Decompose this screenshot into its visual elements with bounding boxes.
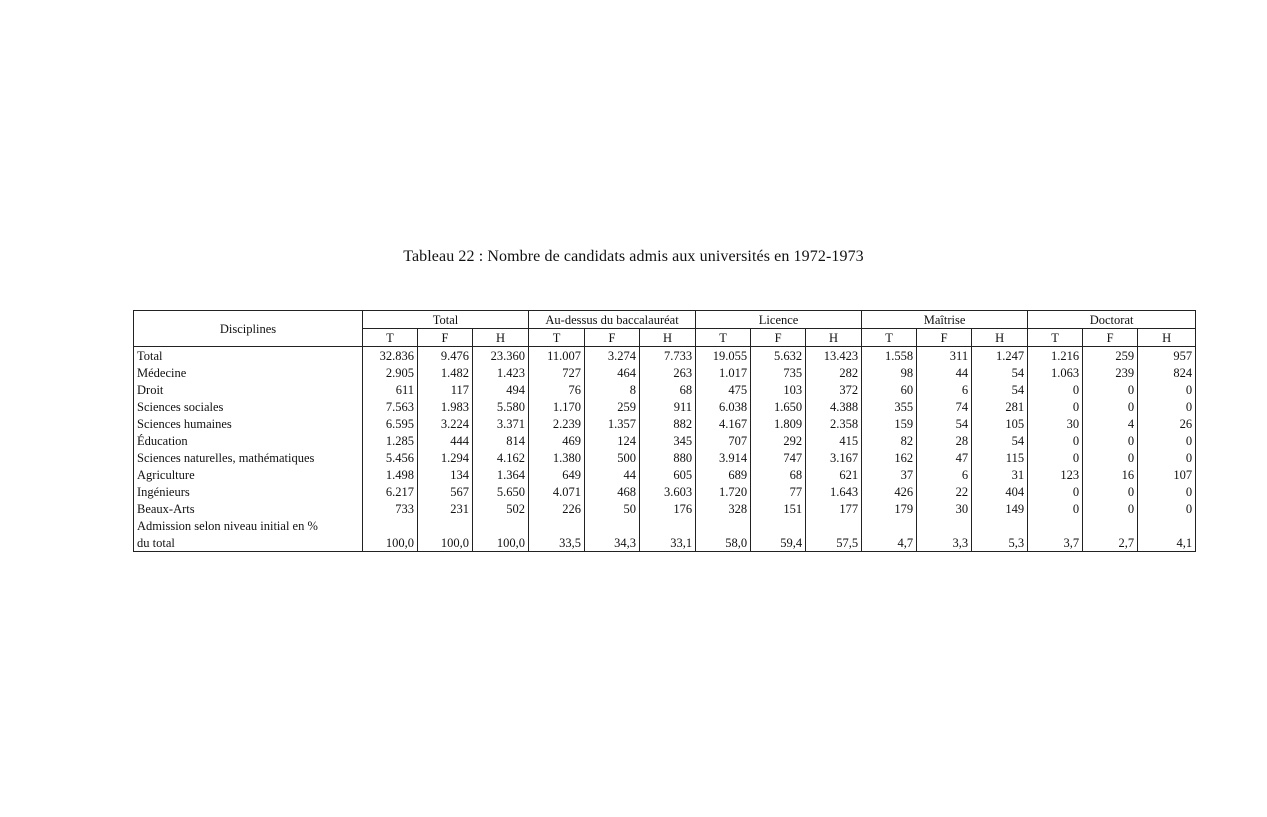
table-cell: 6 bbox=[917, 381, 972, 398]
pct-cell: 3,7 bbox=[1028, 534, 1083, 552]
table-cell: 1.650 bbox=[751, 398, 806, 415]
table-cell: 77 bbox=[751, 483, 806, 500]
table-cell: 151 bbox=[751, 500, 806, 517]
table-cell: 179 bbox=[862, 500, 917, 517]
table-cell: 2.358 bbox=[806, 415, 862, 432]
disciplines-header: Disciplines bbox=[134, 311, 363, 347]
table-cell: 735 bbox=[751, 364, 806, 381]
group-header-row bbox=[134, 311, 1196, 329]
table-cell: 107 bbox=[1138, 466, 1196, 483]
pct-label-line1: Admission selon niveau initial en % bbox=[134, 517, 363, 534]
empty-cell bbox=[806, 517, 862, 534]
table-cell: 3.914 bbox=[696, 449, 751, 466]
table-cell: 345 bbox=[640, 432, 696, 449]
pct-cell: 5,3 bbox=[972, 534, 1028, 552]
table-cell: 1.216 bbox=[1028, 347, 1083, 365]
table-cell: 8 bbox=[585, 381, 640, 398]
table-cell: 226 bbox=[529, 500, 585, 517]
table-row bbox=[134, 381, 1196, 398]
table-cell: 4.071 bbox=[529, 483, 585, 500]
subheader-f: F bbox=[917, 329, 972, 347]
table-cell: 5.650 bbox=[473, 483, 529, 500]
pct-cell: 57,5 bbox=[806, 534, 862, 552]
table-cell: 707 bbox=[696, 432, 751, 449]
subheader-h: H bbox=[806, 329, 862, 347]
table-cell: 44 bbox=[585, 466, 640, 483]
empty-cell bbox=[529, 517, 585, 534]
table-cell: 124 bbox=[585, 432, 640, 449]
table-cell: 1.498 bbox=[363, 466, 418, 483]
pct-cell: 34,3 bbox=[585, 534, 640, 552]
subheader-h: H bbox=[473, 329, 529, 347]
table-cell: 1.364 bbox=[473, 466, 529, 483]
table-cell: 1.357 bbox=[585, 415, 640, 432]
table-cell: 37 bbox=[862, 466, 917, 483]
table-cell: 13.423 bbox=[806, 347, 862, 365]
table-cell: 0 bbox=[1138, 449, 1196, 466]
discipline-name: Droit bbox=[134, 381, 363, 398]
table-cell: 32.836 bbox=[363, 347, 418, 365]
table-cell: 281 bbox=[972, 398, 1028, 415]
table-cell: 3.274 bbox=[585, 347, 640, 365]
table-cell: 3.603 bbox=[640, 483, 696, 500]
subheader-t: T bbox=[696, 329, 751, 347]
empty-cell bbox=[473, 517, 529, 534]
table-cell: 162 bbox=[862, 449, 917, 466]
table-cell: 9.476 bbox=[418, 347, 473, 365]
table-cell: 1.983 bbox=[418, 398, 473, 415]
table-cell: 159 bbox=[862, 415, 917, 432]
table-cell: 1.285 bbox=[363, 432, 418, 449]
table-cell: 4.167 bbox=[696, 415, 751, 432]
group-header-maitrise: Maîtrise bbox=[862, 311, 1028, 329]
pct-cell: 33,5 bbox=[529, 534, 585, 552]
table-cell: 1.380 bbox=[529, 449, 585, 466]
table-cell: 1.809 bbox=[751, 415, 806, 432]
table-cell: 824 bbox=[1138, 364, 1196, 381]
table-cell: 0 bbox=[1028, 483, 1083, 500]
table-cell: 464 bbox=[585, 364, 640, 381]
table-cell: 3.167 bbox=[806, 449, 862, 466]
table-cell: 54 bbox=[972, 432, 1028, 449]
pct-cell: 3,3 bbox=[917, 534, 972, 552]
table-cell: 0 bbox=[1138, 432, 1196, 449]
table-row bbox=[134, 415, 1196, 432]
subheader-h: H bbox=[1138, 329, 1196, 347]
table-cell: 68 bbox=[751, 466, 806, 483]
table-cell: 880 bbox=[640, 449, 696, 466]
table-cell: 7.563 bbox=[363, 398, 418, 415]
pct-cell: 100,0 bbox=[363, 534, 418, 552]
table-cell: 2.239 bbox=[529, 415, 585, 432]
table-cell: 6.217 bbox=[363, 483, 418, 500]
table-cell: 5.632 bbox=[751, 347, 806, 365]
table-cell: 3.224 bbox=[418, 415, 473, 432]
table-cell: 621 bbox=[806, 466, 862, 483]
table-cell: 0 bbox=[1028, 381, 1083, 398]
group-header-above-bac: Au-dessus du baccalauréat bbox=[529, 311, 696, 329]
subheader-f: F bbox=[418, 329, 473, 347]
table-cell: 0 bbox=[1138, 398, 1196, 415]
table-cell: 0 bbox=[1083, 381, 1138, 398]
empty-cell bbox=[1083, 517, 1138, 534]
table-cell: 16 bbox=[1083, 466, 1138, 483]
table-cell: 747 bbox=[751, 449, 806, 466]
table-cell: 415 bbox=[806, 432, 862, 449]
table-cell: 1.294 bbox=[418, 449, 473, 466]
table-cell: 1.482 bbox=[418, 364, 473, 381]
table-cell: 259 bbox=[1083, 347, 1138, 365]
table-cell: 4.388 bbox=[806, 398, 862, 415]
empty-cell bbox=[1028, 517, 1083, 534]
table-cell: 115 bbox=[972, 449, 1028, 466]
table-cell: 22 bbox=[917, 483, 972, 500]
table-cell: 882 bbox=[640, 415, 696, 432]
table-cell: 7.733 bbox=[640, 347, 696, 365]
discipline-name: Ingénieurs bbox=[134, 483, 363, 500]
table-cell: 76 bbox=[529, 381, 585, 398]
table-cell: 19.055 bbox=[696, 347, 751, 365]
table-cell: 30 bbox=[917, 500, 972, 517]
table-cell: 0 bbox=[1028, 398, 1083, 415]
table-cell: 149 bbox=[972, 500, 1028, 517]
table-cell: 103 bbox=[751, 381, 806, 398]
pct-cell: 4,1 bbox=[1138, 534, 1196, 552]
subheader-f: F bbox=[585, 329, 640, 347]
table-cell: 1.247 bbox=[972, 347, 1028, 365]
subheader-f: F bbox=[751, 329, 806, 347]
table-cell: 11.007 bbox=[529, 347, 585, 365]
table-cell: 259 bbox=[585, 398, 640, 415]
discipline-name: Médecine bbox=[134, 364, 363, 381]
pct-cell: 100,0 bbox=[418, 534, 473, 552]
table-cell: 814 bbox=[473, 432, 529, 449]
table-cell: 5.580 bbox=[473, 398, 529, 415]
empty-cell bbox=[418, 517, 473, 534]
table-cell: 263 bbox=[640, 364, 696, 381]
table-cell: 117 bbox=[418, 381, 473, 398]
group-header-doctorat: Doctorat bbox=[1028, 311, 1196, 329]
table-row bbox=[134, 432, 1196, 449]
subheader-h: H bbox=[972, 329, 1028, 347]
discipline-name: Beaux-Arts bbox=[134, 500, 363, 517]
table-cell: 1.170 bbox=[529, 398, 585, 415]
empty-cell bbox=[751, 517, 806, 534]
table-cell: 0 bbox=[1028, 432, 1083, 449]
table-cell: 54 bbox=[972, 381, 1028, 398]
table-cell: 1.017 bbox=[696, 364, 751, 381]
empty-cell bbox=[696, 517, 751, 534]
table-cell: 1.558 bbox=[862, 347, 917, 365]
admissions-table bbox=[133, 310, 1196, 552]
pct-cell: 100,0 bbox=[473, 534, 529, 552]
table-cell: 649 bbox=[529, 466, 585, 483]
table-cell: 31 bbox=[972, 466, 1028, 483]
table-cell: 468 bbox=[585, 483, 640, 500]
table-cell: 4 bbox=[1083, 415, 1138, 432]
empty-cell bbox=[917, 517, 972, 534]
table-cell: 0 bbox=[1138, 500, 1196, 517]
discipline-name: Sciences sociales bbox=[134, 398, 363, 415]
discipline-name: Total bbox=[134, 347, 363, 365]
table-cell: 50 bbox=[585, 500, 640, 517]
table-cell: 54 bbox=[917, 415, 972, 432]
table-cell: 733 bbox=[363, 500, 418, 517]
table-cell: 328 bbox=[696, 500, 751, 517]
pct-cell: 4,7 bbox=[862, 534, 917, 552]
group-header-licence: Licence bbox=[696, 311, 862, 329]
table-cell: 239 bbox=[1083, 364, 1138, 381]
group-header-total: Total bbox=[363, 311, 529, 329]
subheader-f: F bbox=[1083, 329, 1138, 347]
table-cell: 567 bbox=[418, 483, 473, 500]
table-cell: 231 bbox=[418, 500, 473, 517]
table-row bbox=[134, 500, 1196, 517]
table-cell: 44 bbox=[917, 364, 972, 381]
table-cell: 47 bbox=[917, 449, 972, 466]
table-cell: 0 bbox=[1028, 449, 1083, 466]
table-row bbox=[134, 347, 1196, 365]
table-cell: 475 bbox=[696, 381, 751, 398]
table-cell: 5.456 bbox=[363, 449, 418, 466]
table-cell: 134 bbox=[418, 466, 473, 483]
subheader-t: T bbox=[862, 329, 917, 347]
table-cell: 30 bbox=[1028, 415, 1083, 432]
empty-cell bbox=[972, 517, 1028, 534]
pct-cell: 58,0 bbox=[696, 534, 751, 552]
pct-cell: 2,7 bbox=[1083, 534, 1138, 552]
table-cell: 0 bbox=[1083, 500, 1138, 517]
table-cell: 60 bbox=[862, 381, 917, 398]
table-cell: 105 bbox=[972, 415, 1028, 432]
empty-cell bbox=[585, 517, 640, 534]
table-cell: 0 bbox=[1138, 381, 1196, 398]
table-row bbox=[134, 483, 1196, 500]
table-row bbox=[134, 398, 1196, 415]
table-cell: 355 bbox=[862, 398, 917, 415]
empty-cell bbox=[640, 517, 696, 534]
table-cell: 1.063 bbox=[1028, 364, 1083, 381]
table-cell: 26 bbox=[1138, 415, 1196, 432]
table-cell: 500 bbox=[585, 449, 640, 466]
table-cell: 1.643 bbox=[806, 483, 862, 500]
table-cell: 4.162 bbox=[473, 449, 529, 466]
table-cell: 444 bbox=[418, 432, 473, 449]
discipline-name: Éducation bbox=[134, 432, 363, 449]
table-cell: 0 bbox=[1083, 449, 1138, 466]
discipline-name: Sciences humaines bbox=[134, 415, 363, 432]
table-cell: 0 bbox=[1138, 483, 1196, 500]
table-cell: 177 bbox=[806, 500, 862, 517]
empty-cell bbox=[1138, 517, 1196, 534]
empty-cell bbox=[862, 517, 917, 534]
table-row bbox=[134, 449, 1196, 466]
table-cell: 82 bbox=[862, 432, 917, 449]
table-cell: 911 bbox=[640, 398, 696, 415]
pct-label-row bbox=[134, 517, 1196, 534]
table-cell: 0 bbox=[1083, 432, 1138, 449]
table-cell: 0 bbox=[1083, 483, 1138, 500]
table-cell: 605 bbox=[640, 466, 696, 483]
table-cell: 689 bbox=[696, 466, 751, 483]
pct-values-row bbox=[134, 534, 1196, 552]
pct-cell: 59,4 bbox=[751, 534, 806, 552]
table-cell: 98 bbox=[862, 364, 917, 381]
subheader-h: H bbox=[640, 329, 696, 347]
table-cell: 123 bbox=[1028, 466, 1083, 483]
table-row bbox=[134, 466, 1196, 483]
table-cell: 426 bbox=[862, 483, 917, 500]
table-cell: 727 bbox=[529, 364, 585, 381]
discipline-name: Agriculture bbox=[134, 466, 363, 483]
table-cell: 2.905 bbox=[363, 364, 418, 381]
table-cell: 469 bbox=[529, 432, 585, 449]
table-cell: 0 bbox=[1083, 398, 1138, 415]
table-cell: 372 bbox=[806, 381, 862, 398]
table-row bbox=[134, 364, 1196, 381]
table-cell: 1.720 bbox=[696, 483, 751, 500]
table-cell: 3.371 bbox=[473, 415, 529, 432]
discipline-name: Sciences naturelles, mathématiques bbox=[134, 449, 363, 466]
table-cell: 282 bbox=[806, 364, 862, 381]
table-cell: 957 bbox=[1138, 347, 1196, 365]
table-cell: 292 bbox=[751, 432, 806, 449]
table-cell: 74 bbox=[917, 398, 972, 415]
table-cell: 1.423 bbox=[473, 364, 529, 381]
table-title: Tableau 22 : Nombre de candidats admis aux universités en 1972-1973 bbox=[403, 248, 864, 265]
table-cell: 311 bbox=[917, 347, 972, 365]
table-cell: 494 bbox=[473, 381, 529, 398]
empty-cell bbox=[363, 517, 418, 534]
subheader-t: T bbox=[1028, 329, 1083, 347]
pct-cell: 33,1 bbox=[640, 534, 696, 552]
table-cell: 176 bbox=[640, 500, 696, 517]
table-cell: 68 bbox=[640, 381, 696, 398]
table-cell: 54 bbox=[972, 364, 1028, 381]
table-cell: 502 bbox=[473, 500, 529, 517]
table-cell: 6.038 bbox=[696, 398, 751, 415]
table-cell: 6 bbox=[917, 466, 972, 483]
subheader-t: T bbox=[363, 329, 418, 347]
table-cell: 6.595 bbox=[363, 415, 418, 432]
pct-label-line2: du total bbox=[134, 534, 363, 552]
table-cell: 28 bbox=[917, 432, 972, 449]
table-cell: 0 bbox=[1028, 500, 1083, 517]
table-cell: 23.360 bbox=[473, 347, 529, 365]
table-cell: 611 bbox=[363, 381, 418, 398]
table-cell: 404 bbox=[972, 483, 1028, 500]
subheader-t: T bbox=[529, 329, 585, 347]
